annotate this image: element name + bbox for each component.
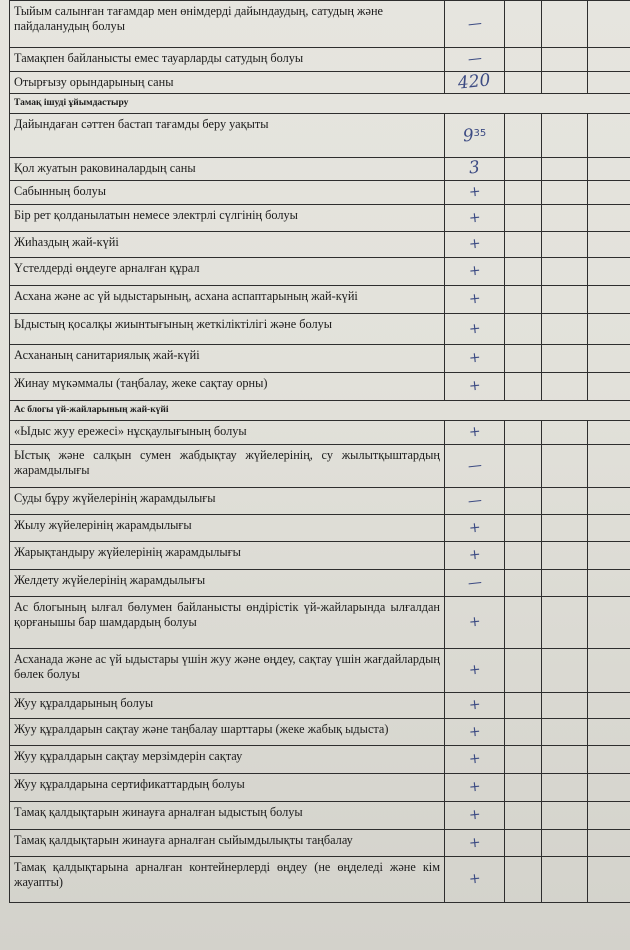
row-label: Суды бұру жүйелерінің жарамдылығы [10, 488, 445, 515]
handwritten-value [445, 314, 505, 345]
handwritten-value [445, 445, 505, 488]
section-heading: Тамақ ішуді ұйымдастыру [10, 94, 630, 114]
value-text: + [467, 833, 482, 852]
empty-cell [542, 373, 588, 401]
value-text: + [467, 722, 482, 741]
empty-cell [542, 258, 588, 286]
table-row [10, 232, 630, 258]
empty-cell [588, 857, 630, 903]
value-text: + [467, 661, 482, 679]
handwritten-value [445, 488, 505, 515]
table-row [10, 597, 630, 649]
empty-cell [588, 719, 630, 746]
empty-cell [588, 72, 630, 94]
handwritten-value [445, 597, 505, 649]
row-label: Тыйым салынған тағамдар мен өнімдерді дайындаудың, сатудың және пайдаланудың болуы [10, 1, 445, 48]
empty-cell [505, 345, 542, 373]
table-row [10, 515, 630, 542]
value-text: — [466, 50, 483, 68]
table-row [10, 693, 630, 719]
handwritten-value [445, 693, 505, 719]
empty-cell [505, 258, 542, 286]
row-label: Тамақ қалдықтарын жинауға арналған сыйымдылықты таңбалау [10, 830, 445, 857]
empty-cell [542, 515, 588, 542]
table-row [10, 373, 630, 401]
empty-cell [542, 181, 588, 205]
empty-cell [588, 181, 630, 205]
empty-cell [588, 802, 630, 830]
empty-cell [542, 114, 588, 158]
empty-cell [588, 48, 630, 72]
value-text: + [467, 377, 482, 395]
empty-cell [505, 719, 542, 746]
empty-cell [505, 830, 542, 857]
empty-cell [542, 746, 588, 774]
row-label: Асхана және ас үй ыдыстарының, асхана аспаптарының жай-күйі [10, 286, 445, 314]
handwritten-value [445, 286, 505, 314]
row-label: Жинау мүкәммалы (таңбалау, жеке сақтау орны) [10, 373, 445, 401]
empty-cell [588, 1, 630, 48]
handwritten-value [445, 649, 505, 693]
row-label: Желдету жүйелерінің жарамдылығы [10, 570, 445, 597]
handwritten-value [445, 158, 505, 181]
empty-cell [588, 314, 630, 345]
empty-cell [542, 1, 588, 48]
value-text: + [467, 806, 482, 824]
table-row [10, 1, 630, 48]
table-row [10, 48, 630, 72]
value-text: + [467, 349, 482, 367]
empty-cell [542, 802, 588, 830]
table-row [10, 314, 630, 345]
empty-cell [542, 693, 588, 719]
empty-cell [542, 857, 588, 903]
table-row [10, 181, 630, 205]
empty-cell [505, 774, 542, 802]
table-row [10, 445, 630, 488]
row-label: Бір рет қолданылатын немесе электрлі сүлгінің болуы [10, 205, 445, 232]
handwritten-value [445, 69, 505, 94]
row-label: Ыдыстың қосалқы жиынтығының жеткіліктілігі және болуы [10, 314, 445, 345]
handwritten-value [445, 232, 505, 258]
value-text: + [467, 778, 482, 796]
table-row [10, 857, 630, 903]
handwritten-value [445, 345, 505, 373]
empty-cell [588, 286, 630, 314]
empty-cell [588, 445, 630, 488]
handwritten-value [445, 570, 505, 597]
value-text: + [467, 696, 482, 714]
empty-cell [505, 181, 542, 205]
empty-cell [542, 48, 588, 72]
empty-cell [542, 445, 588, 488]
empty-cell [505, 286, 542, 314]
section-row [10, 94, 630, 114]
empty-cell [542, 314, 588, 345]
handwritten-value [445, 421, 505, 445]
empty-cell [588, 693, 630, 719]
row-label: Жылу жүйелерінің жарамдылығы [10, 515, 445, 542]
handwritten-value [445, 181, 505, 205]
value-text: — [466, 573, 483, 592]
empty-cell [588, 345, 630, 373]
empty-cell [588, 373, 630, 401]
value-text: + [467, 613, 482, 631]
empty-cell [505, 515, 542, 542]
handwritten-value [445, 774, 505, 802]
row-label: Жуу құралдарына сертификаттардың болуы [10, 774, 445, 802]
empty-cell [588, 158, 630, 181]
value-text: 9 [461, 125, 475, 147]
value-superscript: 35 [473, 127, 487, 139]
row-label: Жиһаздың жай-күйі [10, 232, 445, 258]
empty-cell [505, 542, 542, 570]
table-row [10, 774, 630, 802]
handwritten-value [445, 830, 505, 857]
empty-cell [542, 205, 588, 232]
checklist-table [9, 0, 630, 903]
empty-cell [505, 314, 542, 345]
handwritten-value [445, 1, 505, 48]
row-label: Тамақ қалдықтарын жинауға арналған ыдыстың болуы [10, 802, 445, 830]
table-row [10, 114, 630, 158]
table-row [10, 205, 630, 232]
empty-cell [542, 286, 588, 314]
empty-cell [505, 114, 542, 158]
empty-cell [505, 158, 542, 181]
row-label: Ас блогының ылғал бөлумен байланысты өндірістік үй-жайларында ылғалдан қорғанышы бар шамдардың болуы [10, 597, 445, 649]
empty-cell [588, 258, 630, 286]
handwritten-value [445, 857, 505, 903]
handwritten-value [445, 719, 505, 746]
value-text: + [467, 208, 482, 227]
table-row [10, 649, 630, 693]
section-heading: Ас блогы үй-жайларының жай-күйі [10, 401, 630, 421]
table-row [10, 345, 630, 373]
empty-cell [588, 515, 630, 542]
value-text: — [466, 14, 483, 33]
row-label: Тамақ қалдықтарына арналған контейнерлерді өңдеу (не өңделеді және кім жауапты) [10, 857, 445, 903]
value-text: 3 [468, 157, 481, 179]
value-text: + [467, 518, 482, 537]
empty-cell [542, 649, 588, 693]
empty-cell [588, 542, 630, 570]
handwritten-value [445, 373, 505, 401]
empty-cell [542, 345, 588, 373]
empty-cell [542, 158, 588, 181]
row-label: «Ыдыс жуу ережесі» нұсқаулығының болуы [10, 421, 445, 445]
table-row [10, 719, 630, 746]
value-text: + [467, 423, 482, 441]
handwritten-value [445, 542, 505, 570]
handwritten-value [445, 205, 505, 232]
empty-cell [505, 488, 542, 515]
empty-cell [505, 857, 542, 903]
empty-cell [505, 649, 542, 693]
value-text: + [467, 183, 482, 201]
empty-cell [542, 774, 588, 802]
empty-cell [588, 488, 630, 515]
empty-cell [505, 746, 542, 774]
empty-cell [505, 205, 542, 232]
row-label: Жарықтандыру жүйелерінің жарамдылығы [10, 542, 445, 570]
empty-cell [505, 373, 542, 401]
empty-cell [542, 597, 588, 649]
value-text: + [467, 546, 482, 564]
empty-cell [505, 597, 542, 649]
checklist-body [10, 1, 630, 903]
table-row [10, 802, 630, 830]
empty-cell [588, 597, 630, 649]
table-row [10, 286, 630, 314]
value-text: 420 [457, 69, 492, 94]
value-text: + [467, 290, 482, 308]
row-label: Сабынның болуы [10, 181, 445, 205]
empty-cell [588, 570, 630, 597]
empty-cell [542, 542, 588, 570]
empty-cell [542, 421, 588, 445]
table-row [10, 421, 630, 445]
empty-cell [542, 488, 588, 515]
empty-cell [542, 719, 588, 746]
row-label: Асхананың санитариялық жай-күйі [10, 345, 445, 373]
row-label: Отырғызу орындарының саны [10, 72, 445, 94]
empty-cell [588, 205, 630, 232]
empty-cell [505, 570, 542, 597]
empty-cell [505, 421, 542, 445]
empty-cell [505, 232, 542, 258]
empty-cell [542, 72, 588, 94]
empty-cell [542, 232, 588, 258]
empty-cell [588, 114, 630, 158]
row-label: Үстелдерді өңдеуге арналған құрал [10, 258, 445, 286]
empty-cell [505, 693, 542, 719]
row-label: Тамақпен байланысты емес тауарларды сатудың болуы [10, 48, 445, 72]
empty-cell [588, 421, 630, 445]
empty-cell [505, 1, 542, 48]
row-label: Дайындаған сәттен бастап тағамды беру уақыты [10, 114, 445, 158]
empty-cell [505, 72, 542, 94]
handwritten-value [445, 746, 505, 774]
empty-cell [588, 830, 630, 857]
value-text: — [466, 456, 483, 475]
section-row [10, 401, 630, 421]
table-row [10, 542, 630, 570]
empty-cell [588, 649, 630, 693]
empty-cell [542, 830, 588, 857]
row-label: Жуу құралдарын сақтау және таңбалау шарттары (жеке жабық ыдыста) [10, 719, 445, 746]
row-label: Асханада және ас үй ыдыстары үшін жуу және өңдеу, сақтау үшін жағдайлардың бөлек болуы [10, 649, 445, 693]
table-row [10, 746, 630, 774]
value-text: — [466, 491, 483, 510]
handwritten-value [445, 802, 505, 830]
table-row [10, 570, 630, 597]
value-text: + [467, 262, 482, 280]
table-row [10, 830, 630, 857]
value-text: + [467, 319, 482, 338]
empty-cell [505, 445, 542, 488]
table-row [10, 72, 630, 94]
row-label: Қол жуатын раковиналардың саны [10, 158, 445, 181]
value-text: + [467, 750, 482, 768]
table-row [10, 258, 630, 286]
handwritten-value [445, 515, 505, 542]
empty-cell [505, 802, 542, 830]
value-text: + [467, 870, 482, 888]
table-row [10, 488, 630, 515]
handwritten-value [445, 258, 505, 286]
empty-cell [542, 570, 588, 597]
row-label: Жуу құралдарын сақтау мерзімдерін сақтау [10, 746, 445, 774]
empty-cell [505, 48, 542, 72]
handwritten-value [445, 114, 505, 158]
row-label: Ыстық және салқын сумен жабдықтау жүйелерінің, су жылытқыштардың жарамдылығы [10, 445, 445, 488]
empty-cell [588, 774, 630, 802]
empty-cell [588, 232, 630, 258]
handwritten-value [445, 48, 505, 72]
value-text: + [467, 235, 482, 253]
row-label: Жуу құралдарының болуы [10, 693, 445, 719]
table-row [10, 158, 630, 181]
empty-cell [588, 746, 630, 774]
